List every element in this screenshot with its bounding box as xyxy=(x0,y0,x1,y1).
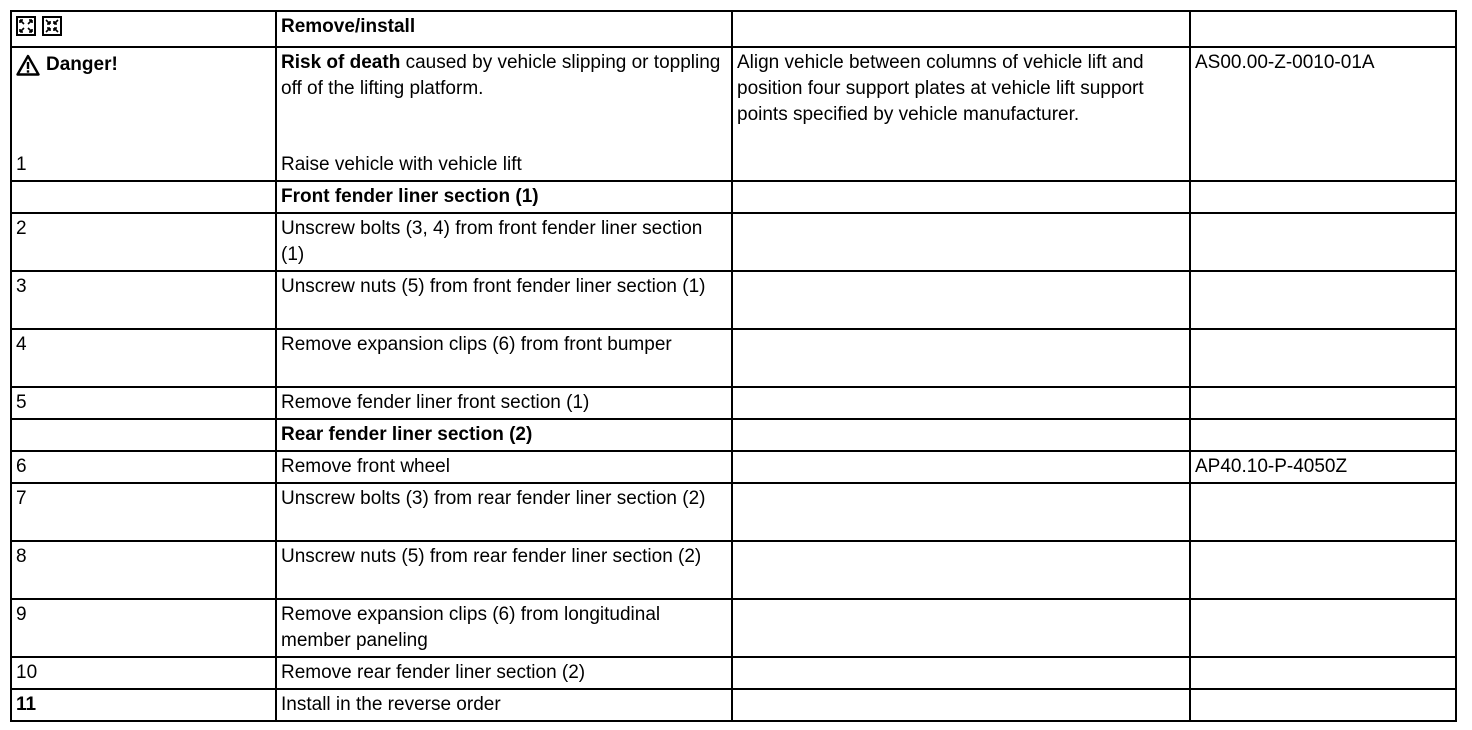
header-row xyxy=(11,11,1456,47)
step-text: Unscrew nuts (5) from rear fender liner section (2) xyxy=(276,541,732,599)
step-reference xyxy=(1190,387,1456,419)
step-note xyxy=(732,483,1190,541)
step-note xyxy=(732,599,1190,657)
step-number: 8 xyxy=(11,541,276,599)
step-note xyxy=(732,387,1190,419)
step-number: 9 xyxy=(11,599,276,657)
danger-label xyxy=(16,52,118,78)
step-number: 3 xyxy=(11,271,276,329)
step-row xyxy=(11,329,1456,387)
step-reference xyxy=(1190,271,1456,329)
step-number: 2 xyxy=(11,213,276,271)
step-row xyxy=(11,657,1456,689)
step-row xyxy=(11,451,1456,483)
step-text: Unscrew nuts (5) from front fender liner section (1) xyxy=(276,271,732,329)
section-row-rear xyxy=(11,419,1456,451)
step-reference xyxy=(1190,541,1456,599)
step-note xyxy=(732,541,1190,599)
step-note xyxy=(732,213,1190,271)
danger-row xyxy=(11,47,1456,181)
reference-link[interactable]: AP40.10-P-4050Z xyxy=(1190,451,1456,483)
section-row-front xyxy=(11,181,1456,213)
step-text: Remove rear fender liner section (2) xyxy=(276,657,732,689)
empty-cell xyxy=(732,11,1190,47)
empty-cell xyxy=(732,181,1190,213)
procedure-table xyxy=(10,10,1457,722)
step-note xyxy=(732,689,1190,721)
step-row xyxy=(11,483,1456,541)
empty-cell xyxy=(11,181,276,213)
empty-cell xyxy=(1190,11,1456,47)
step-reference xyxy=(1190,213,1456,271)
reference-link[interactable]: AS00.00-Z-0010-01A xyxy=(1190,47,1456,181)
step-row xyxy=(11,387,1456,419)
step-reference xyxy=(1190,657,1456,689)
empty-cell xyxy=(1190,181,1456,213)
step-reference xyxy=(1190,329,1456,387)
step-row xyxy=(11,541,1456,599)
risk-heading: Risk of death xyxy=(281,52,401,73)
step-reference xyxy=(1190,689,1456,721)
step-note xyxy=(732,451,1190,483)
empty-cell xyxy=(11,419,276,451)
step-number: 5 xyxy=(11,387,276,419)
step-note xyxy=(732,657,1190,689)
section-heading: Rear fender liner section (2) xyxy=(276,419,732,451)
step-reference xyxy=(1190,599,1456,657)
step-note xyxy=(732,271,1190,329)
header-icons-cell xyxy=(11,11,276,47)
step-number: 11 xyxy=(11,689,276,721)
danger-step-cell xyxy=(11,47,276,181)
step-text: Remove expansion clips (6) from front bumper xyxy=(276,329,732,387)
section-title: Remove/install xyxy=(276,11,732,47)
step-text: Raise vehicle with vehicle lift xyxy=(281,154,522,175)
step-number: 10 xyxy=(11,657,276,689)
empty-cell xyxy=(1190,419,1456,451)
step-text: Remove expansion clips (6) from longitudinal member paneling xyxy=(276,599,732,657)
empty-cell xyxy=(732,419,1190,451)
danger-note: Align vehicle between columns of vehicle lift and position four support plates at vehicle lift support points specified by vehicle manufacturer. xyxy=(732,47,1190,181)
expand-icon[interactable] xyxy=(16,16,36,36)
step-text: Remove front wheel xyxy=(276,451,732,483)
step-text: Install in the reverse order xyxy=(276,689,732,721)
step-row xyxy=(11,213,1456,271)
step-note xyxy=(732,329,1190,387)
risk-text xyxy=(281,50,727,102)
step-text: Unscrew bolts (3, 4) from front fender liner section (1) xyxy=(276,213,732,271)
step-row xyxy=(11,271,1456,329)
step-text: Unscrew bolts (3) from rear fender liner section (2) xyxy=(276,483,732,541)
section-heading: Front fender liner section (1) xyxy=(276,181,732,213)
step-number: 1 xyxy=(16,154,27,175)
step-number: 7 xyxy=(11,483,276,541)
step-number: 6 xyxy=(11,451,276,483)
danger-text: Danger! xyxy=(46,54,118,75)
risk-detail: caused by vehicle slipping or toppling off of the lifting platform. xyxy=(281,52,721,99)
step-reference xyxy=(1190,483,1456,541)
collapse-icon[interactable] xyxy=(42,16,62,36)
warning-triangle-icon xyxy=(16,54,40,76)
step-number: 4 xyxy=(11,329,276,387)
step-row xyxy=(11,599,1456,657)
step-text: Remove fender liner front section (1) xyxy=(276,387,732,419)
danger-description-cell xyxy=(276,47,732,181)
step-row-final xyxy=(11,689,1456,721)
